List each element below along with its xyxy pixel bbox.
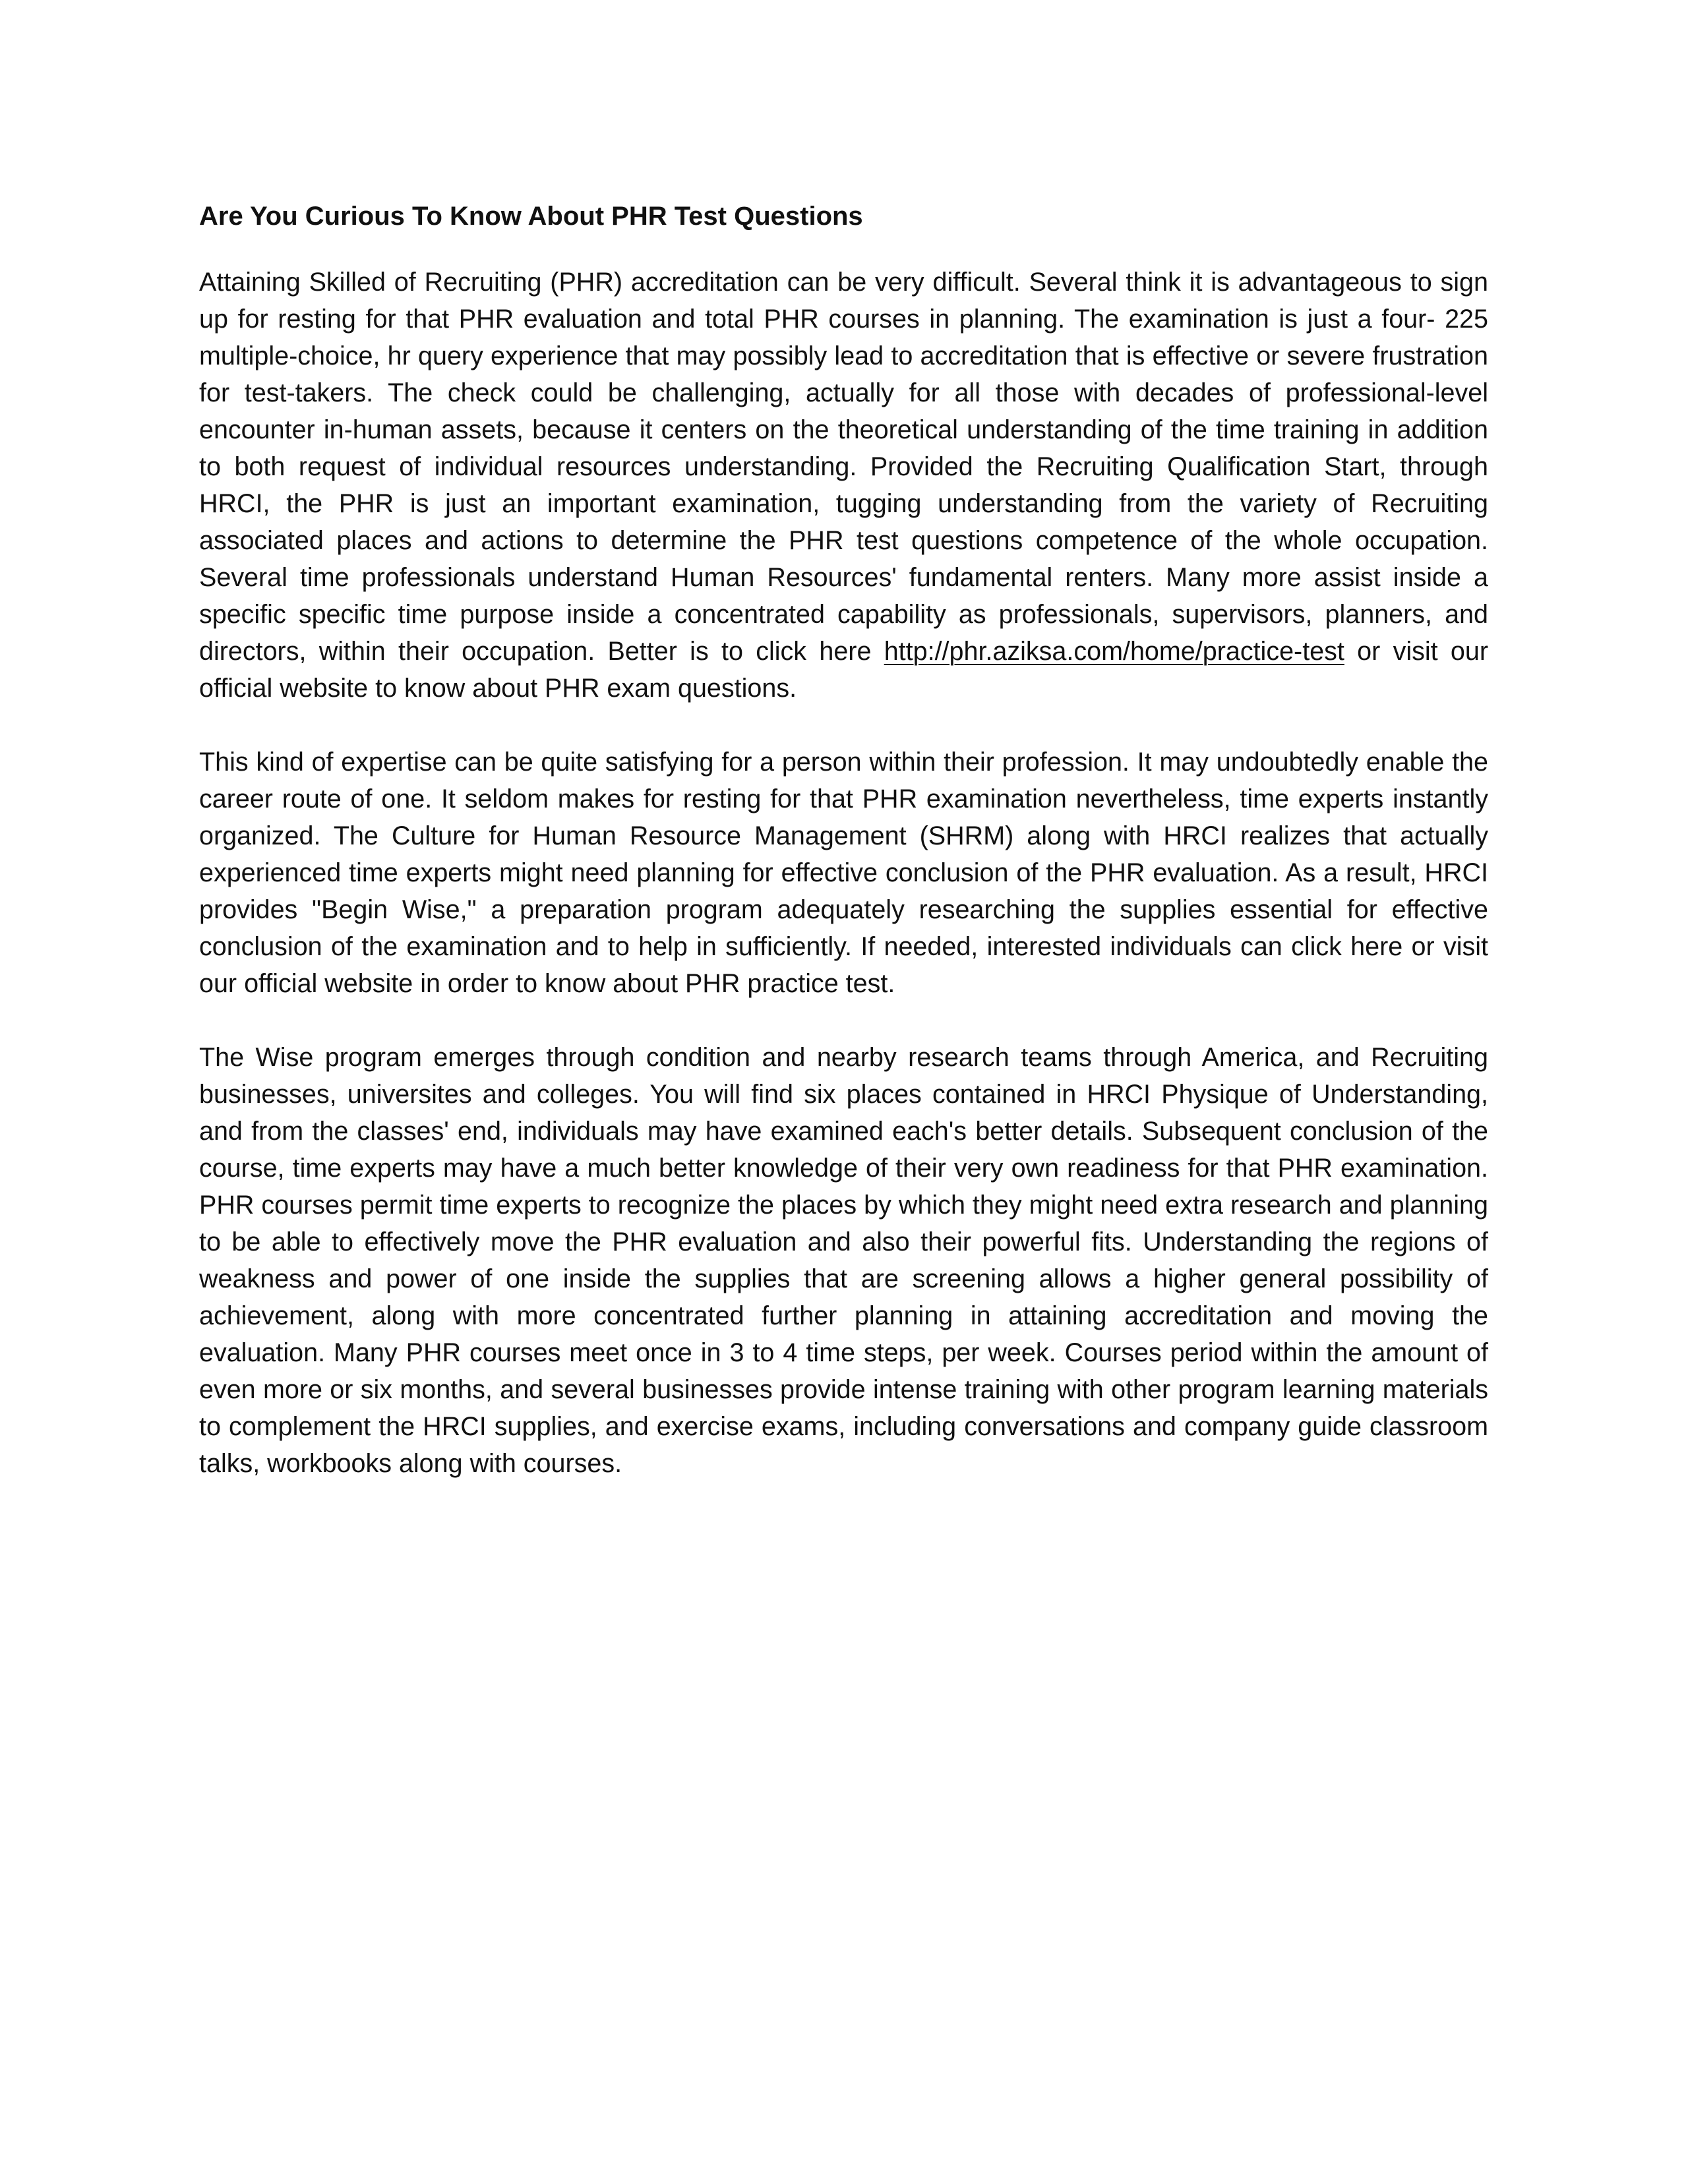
document-title: Are You Curious To Know About PHR Test Questions	[199, 202, 863, 231]
paragraph-1-text: Attaining Skilled of Recruiting (PHR) accreditation can be very difficult. Several think it is advantageous to sign up for resting for that PHR evaluation and total PHR courses in planning. The examination is just a four- 225 multiple-choice, hr query experience that may possibly lead to accreditation that is effective or severe frustration for test-takers. The check could be challenging, actually for all those with decades of professional-level encounter in-human assets, because it centers on the theoretical understanding of the time training in addition to both request of individual resources understanding. Provided the Recruiting Qualification Start, through HRCI, the PHR is just an important examination, tugging understanding from the variety of Recruiting associated places and actions to determine the PHR test questions competence of the whole occupation. Several time professionals understand Human Resources' fundamental renters. Many more assist inside a specific specific time purpose inside a concentrated capability as professionals, supervisors, planners, and directors, within their occupation. Better is to click here	[199, 268, 1488, 666]
paragraph-3: The Wise program emerges through condition and nearby research teams through America, and Recruiting businesses, universites and colleges. You will find six places contained in HRCI Physique of Understanding, and from the classes' end, individuals may have examined each's better details. Subsequent conclusion of the course, time experts may have a much better knowledge of their very own readiness for that PHR examination. PHR courses permit time experts to recognize the places by which they might need extra research and planning to be able to effectively move the PHR evaluation and also their powerful fits. Understanding the regions of weakness and power of one inside the supplies that are screening allows a higher general possibility of achievement, along with more concentrated further planning in attaining accreditation and moving the evaluation. Many PHR courses meet once in 3 to 4 time steps, per week. Courses period within the amount of even more or six months, and several businesses provide intense training with other program learning materials to complement the HRCI supplies, and exercise exams, including conversations and company guide classroom talks, workbooks along with courses.	[199, 1043, 1488, 1478]
paragraph-1-text-end: or visit our official website to know about PHR exam questions.	[199, 637, 1488, 703]
paragraph-2: This kind of expertise can be quite satisfying for a person within their profession. It may undoubtedly enable the career route of one. It seldom makes for resting for that PHR examination nevertheless, time experts instantly organized. The Culture for Human Resource Management (SHRM) along with HRCI realizes that actually experienced time experts might need planning for effective conclusion of the PHR evaluation. As a result, HRCI provides "Begin Wise," a preparation program adequately researching the supplies essential for effective conclusion of the examination and to help in sufficiently. If needed, interested individuals can click here or visit our official website in order to know about PHR practice test.	[199, 748, 1488, 998]
document-page	[199, 198, 1488, 1519]
paragraph-1	[199, 264, 1488, 707]
practice-test-link[interactable]: http://phr.aziksa.com/home/practice-test	[884, 637, 1344, 666]
